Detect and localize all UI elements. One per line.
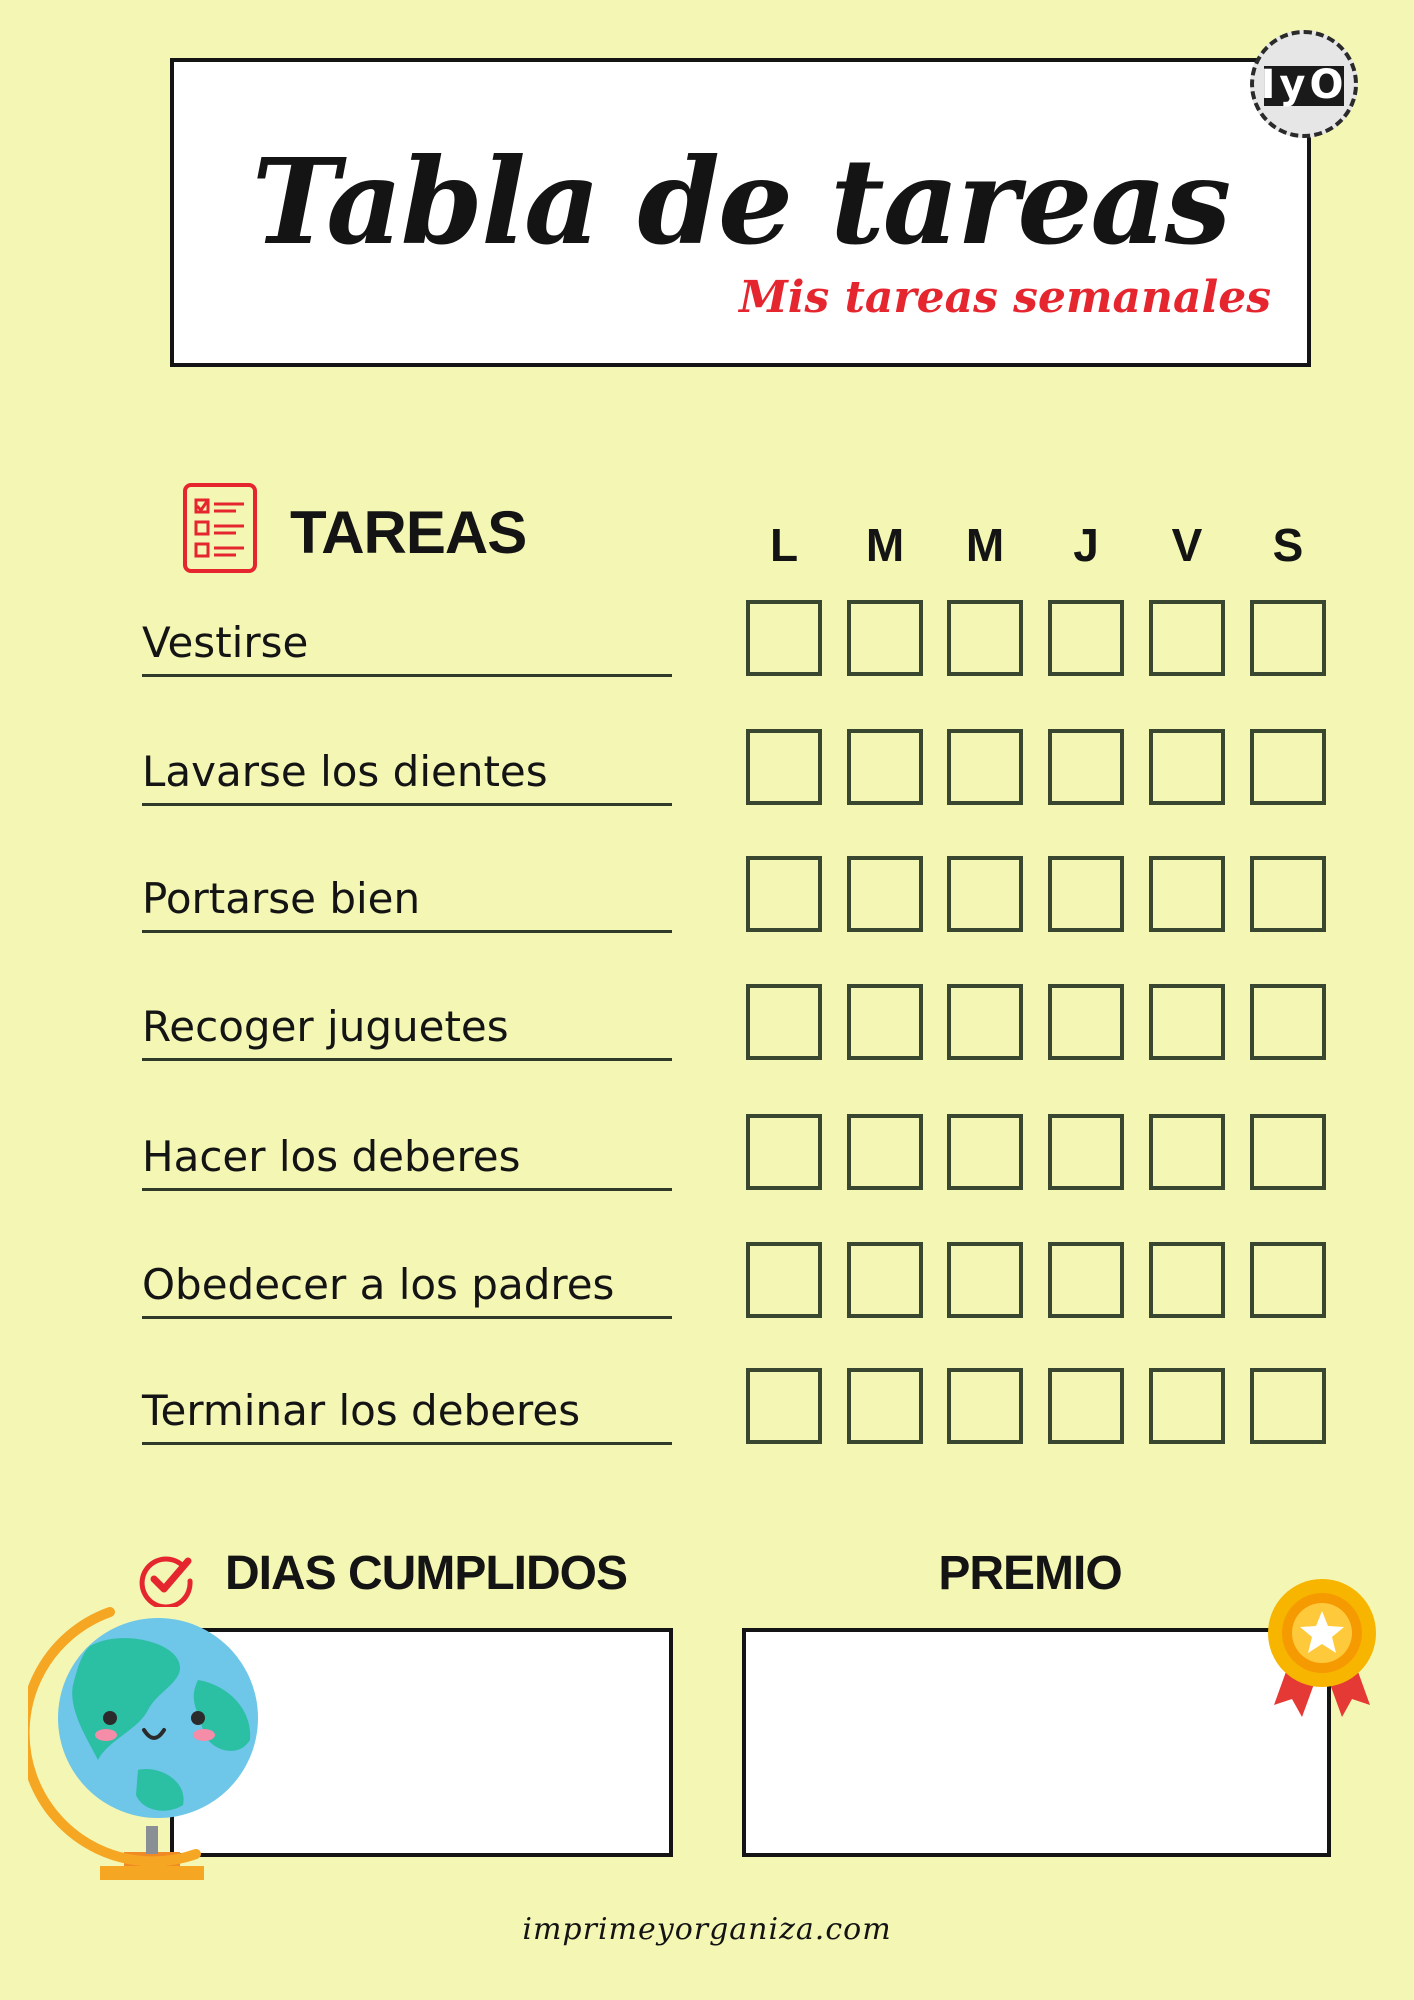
task-checkbox[interactable]	[947, 984, 1023, 1060]
task-checkbox[interactable]	[1250, 856, 1326, 932]
day-header-s: S	[1272, 519, 1304, 571]
tareas-heading: TAREAS	[290, 499, 527, 566]
task-checkbox[interactable]	[1048, 856, 1124, 932]
logo-text: IyO	[1260, 62, 1348, 108]
task-label: Vestirse	[142, 618, 309, 667]
task-checkbox[interactable]	[847, 1242, 923, 1318]
task-checkbox[interactable]	[947, 729, 1023, 805]
task-checkbox[interactable]	[746, 1242, 822, 1318]
task-checkbox[interactable]	[1048, 984, 1124, 1060]
premio-box[interactable]	[742, 1628, 1331, 1857]
task-checkbox[interactable]	[746, 600, 822, 676]
task-checkbox[interactable]	[1250, 1242, 1326, 1318]
day-header-m1: M	[865, 519, 905, 571]
award-medal-icon	[1262, 1575, 1382, 1725]
day-header-j: J	[1073, 519, 1099, 571]
task-label: Recoger juguetes	[142, 1002, 509, 1051]
day-header-l: L	[769, 519, 799, 571]
task-underline	[142, 803, 672, 806]
task-label: Portarse bien	[142, 874, 421, 923]
task-checkbox[interactable]	[1250, 1114, 1326, 1190]
task-checkbox[interactable]	[847, 1368, 923, 1444]
task-checkbox[interactable]	[1149, 1114, 1225, 1190]
task-checkbox[interactable]	[847, 600, 923, 676]
title-card	[170, 58, 1311, 367]
task-underline	[142, 1316, 672, 1319]
task-checkbox[interactable]	[1250, 1368, 1326, 1444]
day-header-v: V	[1171, 519, 1203, 571]
task-checkbox[interactable]	[847, 984, 923, 1060]
task-checkbox[interactable]	[1048, 1368, 1124, 1444]
task-checkbox[interactable]	[1149, 1242, 1225, 1318]
task-underline	[142, 930, 672, 933]
task-checkbox[interactable]	[746, 1368, 822, 1444]
task-checkbox[interactable]	[746, 729, 822, 805]
task-checkbox[interactable]	[1048, 1114, 1124, 1190]
task-underline	[142, 1442, 672, 1445]
task-checkbox[interactable]	[1048, 600, 1124, 676]
footer-url[interactable]: imprimeyorganiza.com	[522, 1912, 892, 1947]
globe-illustration	[28, 1590, 268, 1890]
task-checkbox[interactable]	[746, 984, 822, 1060]
task-checkbox[interactable]	[1149, 984, 1225, 1060]
page-title: Tabla de tareas	[251, 132, 1230, 271]
task-label: Terminar los deberes	[142, 1386, 581, 1435]
logo-badge	[1250, 30, 1358, 138]
task-checkbox[interactable]	[746, 856, 822, 932]
task-checkbox[interactable]	[1250, 984, 1326, 1060]
page-subtitle: Mis tareas semanales	[739, 272, 1271, 323]
task-checkbox[interactable]	[1048, 729, 1124, 805]
day-header-m2: M	[965, 519, 1005, 571]
dias-cumplidos-heading: DIAS CUMPLIDOS	[225, 1547, 628, 1600]
task-checkbox[interactable]	[947, 1114, 1023, 1190]
task-checkbox[interactable]	[746, 1114, 822, 1190]
task-underline	[142, 674, 672, 677]
task-checkbox[interactable]	[1048, 1242, 1124, 1318]
task-label: Obedecer a los padres	[142, 1260, 615, 1309]
task-checkbox[interactable]	[847, 856, 923, 932]
task-underline	[142, 1188, 672, 1191]
task-checkbox[interactable]	[847, 1114, 923, 1190]
premio-heading: PREMIO	[938, 1547, 1122, 1600]
task-checkbox[interactable]	[1149, 856, 1225, 932]
checklist-icon	[182, 482, 258, 574]
task-checkbox[interactable]	[1149, 729, 1225, 805]
task-checkbox[interactable]	[947, 1242, 1023, 1318]
task-checkbox[interactable]	[947, 1368, 1023, 1444]
task-checkbox[interactable]	[1149, 1368, 1225, 1444]
task-checkbox[interactable]	[1149, 600, 1225, 676]
task-label: Hacer los deberes	[142, 1132, 521, 1181]
task-underline	[142, 1058, 672, 1061]
task-checkbox[interactable]	[1250, 729, 1326, 805]
task-checkbox[interactable]	[947, 856, 1023, 932]
task-label: Lavarse los dientes	[142, 747, 548, 796]
task-checkbox[interactable]	[847, 729, 923, 805]
task-checkbox[interactable]	[947, 600, 1023, 676]
task-checkbox[interactable]	[1250, 600, 1326, 676]
